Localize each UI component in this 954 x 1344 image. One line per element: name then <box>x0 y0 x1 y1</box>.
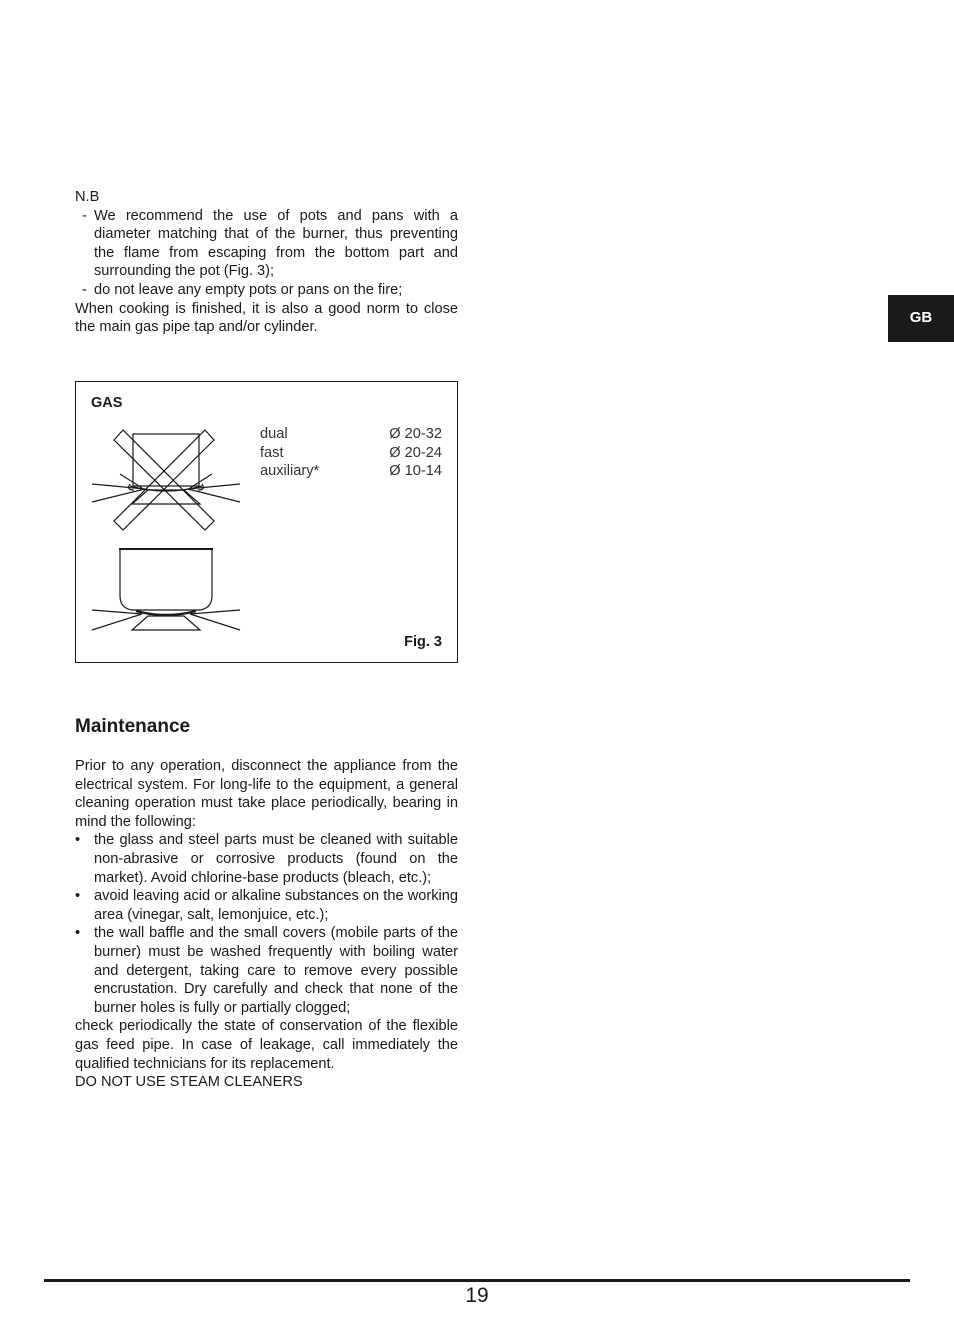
nb-title: N.B <box>75 189 100 205</box>
nb-closing: When cooking is finished, it is also a good norm to close the main gas pipe tap and/or cylinder. <box>75 300 458 336</box>
maintenance-list <box>75 831 458 1017</box>
maintenance-warning: DO NOT USE STEAM CLEANERS <box>75 1074 303 1091</box>
maintenance-item: • avoid leaving acid or alkaline substances on the working area (vinegar, salt, lemonjuice, etc.); <box>75 887 458 924</box>
nb-section <box>75 188 458 337</box>
nb-list <box>75 207 458 300</box>
wrong-pot-illustration <box>92 430 240 530</box>
burner-diameter: Ø 20-24 <box>389 444 442 461</box>
figure-box <box>75 381 458 663</box>
figure-caption: Fig. 3 <box>404 634 442 650</box>
maintenance-item: • the wall baffle and the small covers (mobile parts of the burner) must be washed frequently with boiling water and detergent, taking care to remove every possible encrustation. Dry carefully and check that none of the burner holes is fully or partially clogged; <box>75 924 458 1017</box>
burner-table <box>260 425 442 481</box>
burner-row <box>260 425 442 444</box>
maintenance-heading: Maintenance <box>75 716 191 737</box>
nb-item: - do not leave any empty pots or pans on the fire; <box>75 281 458 300</box>
maintenance-section <box>75 757 458 1092</box>
burner-diameter: Ø 20-32 <box>389 426 442 442</box>
correct-pot-illustration <box>92 549 240 630</box>
burner-row <box>260 444 442 463</box>
pot-diagram <box>90 426 250 631</box>
language-tab <box>888 295 954 342</box>
nb-item: - We recommend the use of pots and pans with a diameter matching that of the burner, thus preventing the flame from escaping from the bottom part and surrounding the pot (Fig. 3); <box>75 207 458 281</box>
page-number: 19 <box>465 1284 489 1307</box>
burner-diameter: Ø 10-14 <box>389 463 442 480</box>
burner-row <box>260 462 442 481</box>
figure-heading: GAS <box>91 395 123 411</box>
burner-name: auxiliary* <box>260 463 320 480</box>
maintenance-check: check periodically the state of conservation of the flexible gas feed pipe. In case of leakage, call immediately the qualified technicians for its replacement. <box>75 1018 458 1072</box>
language-tab-label: GB <box>909 309 933 327</box>
burner-name: fast <box>260 444 284 461</box>
maintenance-item: • the glass and steel parts must be cleaned with suitable non-abrasive or corrosive products (found on the market). Avoid chlorine-base products (bleach, etc.); <box>75 831 458 887</box>
burner-name: dual <box>260 426 288 442</box>
footer-rule <box>44 1279 910 1282</box>
maintenance-intro: Prior to any operation, disconnect the appliance from the electrical system. For long-life to the equipment, a general cleaning operation must take place periodically, bearing in mind the following: <box>75 758 458 830</box>
